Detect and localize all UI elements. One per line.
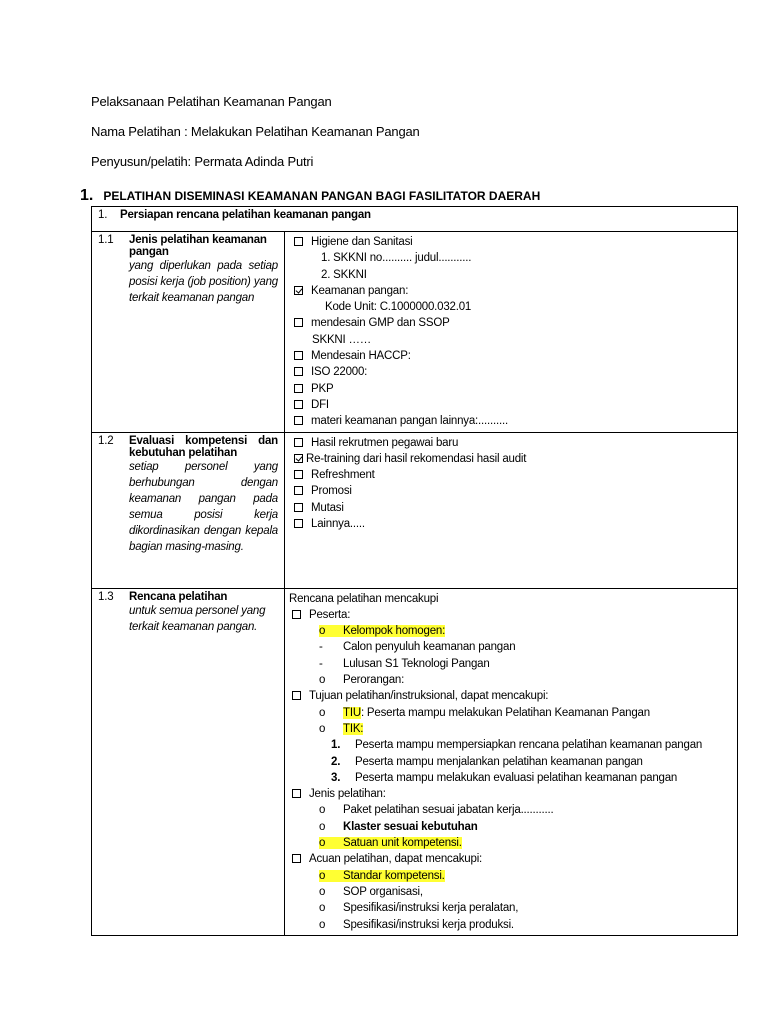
section-title-text: PELATIHAN DISEMINASI KEAMANAN PANGAN BAGI FASILITATOR DAERAH [103, 189, 541, 203]
checked-checkbox-icon[interactable] [294, 286, 303, 295]
list-item: Promosi [291, 483, 731, 499]
list-item: o Spesifikasi/instruksi kerja produksi. [319, 918, 514, 931]
row-index: 1.2 [98, 434, 114, 447]
checkbox-icon[interactable] [294, 470, 303, 479]
list-item: o Satuan unit kompetensi. [319, 837, 462, 850]
list-item: o Klaster sesuai kebutuhan [319, 820, 478, 833]
checkbox-icon[interactable] [294, 438, 303, 447]
table-header-row [92, 207, 738, 232]
list-item: - Calon penyuluh keamanan pangan [319, 641, 516, 654]
list-item: Jenis pelatihan: [289, 786, 731, 802]
checkbox-icon[interactable] [294, 503, 303, 512]
list-item: Keamanan pangan: [291, 283, 731, 299]
list-item: 1. SKKNI no.......... judul........... [321, 252, 472, 265]
checkbox-icon[interactable] [292, 610, 301, 619]
table-row [92, 588, 738, 935]
row-options-cell [285, 588, 738, 935]
list-item: o TIK: [319, 722, 364, 735]
list-item: 2. SKKNI [321, 268, 367, 281]
checkbox-icon[interactable] [294, 384, 303, 393]
checkbox-icon[interactable] [294, 318, 303, 327]
row-label-cell [92, 232, 285, 433]
checked-checkbox-icon[interactable] [294, 454, 303, 463]
row-index: 1.3 [98, 590, 114, 603]
checkbox-icon[interactable] [294, 486, 303, 495]
list-item: Mendesain HACCP: [291, 348, 731, 364]
row-description: untuk semua personel yang terkait keamanan pangan. [129, 604, 266, 633]
list-item: o Spesifikasi/instruksi kerja peralatan, [319, 902, 519, 915]
list-item: DFI [291, 397, 731, 413]
row-options-cell [285, 432, 738, 588]
row-label: Jenis pelatihan keamanan pangan [129, 234, 267, 258]
list-item: Acuan pelatihan, dapat mencakupi: [289, 851, 731, 867]
row-description: setiap personel yang berhubungan dengan keamanan pangan pada semua posisi kerja dikordinasikan dengan kepala bagian masing-masing. [129, 460, 278, 553]
list-item: Refreshment [291, 467, 731, 483]
list-item: o Perorangan: [319, 674, 405, 687]
row-label-cell [92, 432, 285, 588]
list-item: SKKNI …… [312, 333, 372, 346]
compiler-name: Penyusun/pelatih: Permata Adinda Putri [91, 154, 314, 169]
row-options-cell [285, 232, 738, 433]
checkbox-icon[interactable] [292, 789, 301, 798]
table-header-number: 1. [98, 209, 108, 221]
checkbox-icon[interactable] [292, 691, 301, 700]
list-item: ISO 22000: [291, 364, 731, 380]
list-item: Hasil rekrutmen pegawai baru [291, 435, 731, 451]
list-item: Re-training dari hasil rekomendasi hasil audit [291, 451, 731, 467]
list-item: - Lulusan S1 Teknologi Pangan [319, 657, 490, 670]
row-label: Rencana pelatihan [129, 590, 228, 603]
list-item: Higiene dan Sanitasi [291, 234, 731, 250]
table-row [92, 432, 738, 588]
training-name: Nama Pelatihan : Melakukan Pelatihan Keamanan Pangan [91, 124, 420, 139]
checkbox-icon[interactable] [294, 519, 303, 528]
section-number: 1. [80, 187, 94, 204]
checkbox-icon[interactable] [292, 854, 301, 863]
table-header-title: Persiapan rencana pelatihan keamanan pangan [120, 209, 371, 221]
list-item: o SOP organisasi, [319, 885, 423, 898]
checkbox-icon[interactable] [294, 400, 303, 409]
checkbox-icon[interactable] [294, 237, 303, 246]
list-item: materi keamanan pangan lainnya:.......... [291, 413, 731, 429]
checkbox-icon[interactable] [294, 351, 303, 360]
checkbox-icon[interactable] [294, 367, 303, 376]
list-item: 3. Peserta mampu melakukan evaluasi pelatihan keamanan pangan [331, 771, 678, 784]
list-item: 1. Peserta mampu mempersiapkan rencana pelatihan keamanan pangan [331, 739, 703, 752]
row-index: 1.1 [98, 234, 114, 246]
row-label: Evaluasi kompetensi dan kebutuhan pelatihan [129, 434, 278, 459]
list-item: mendesain GMP dan SSOP [291, 315, 731, 331]
document-header-line-1: Pelaksanaan Pelatihan Keamanan Pangan [91, 94, 332, 109]
table-row [92, 232, 738, 433]
list-item: PKP [291, 381, 731, 397]
list-item: 2. Peserta mampu menjalankan pelatihan keamanan pangan [331, 755, 643, 768]
list-item: o TIU: Peserta mampu melakukan Pelatihan Keamanan Pangan [319, 706, 650, 719]
list-item: Lainnya..... [291, 516, 731, 532]
table-header-cell [92, 207, 738, 232]
row-description: yang diperlukan pada setiap posisi kerja (job position) yang terkait keamanan pangan [129, 260, 278, 304]
checkbox-icon[interactable] [294, 416, 303, 425]
row-label-cell [92, 588, 285, 935]
list-item: Peserta: [289, 607, 731, 623]
list-item: o Kelompok homogen: [319, 625, 446, 638]
list-item: o Standar kompetensi. [319, 869, 445, 882]
section-title [80, 187, 540, 205]
training-plan-table [91, 206, 738, 936]
list-item: o Paket pelatihan sesuai jabatan kerja........... [319, 804, 554, 817]
list-item: Mutasi [291, 500, 731, 516]
list-item: Kode Unit: C.1000000.032.01 [325, 301, 472, 314]
list-item: Tujuan pelatihan/instruksional, dapat mencakupi: [289, 688, 731, 704]
plan-intro: Rencana pelatihan mencakupi [289, 592, 439, 605]
